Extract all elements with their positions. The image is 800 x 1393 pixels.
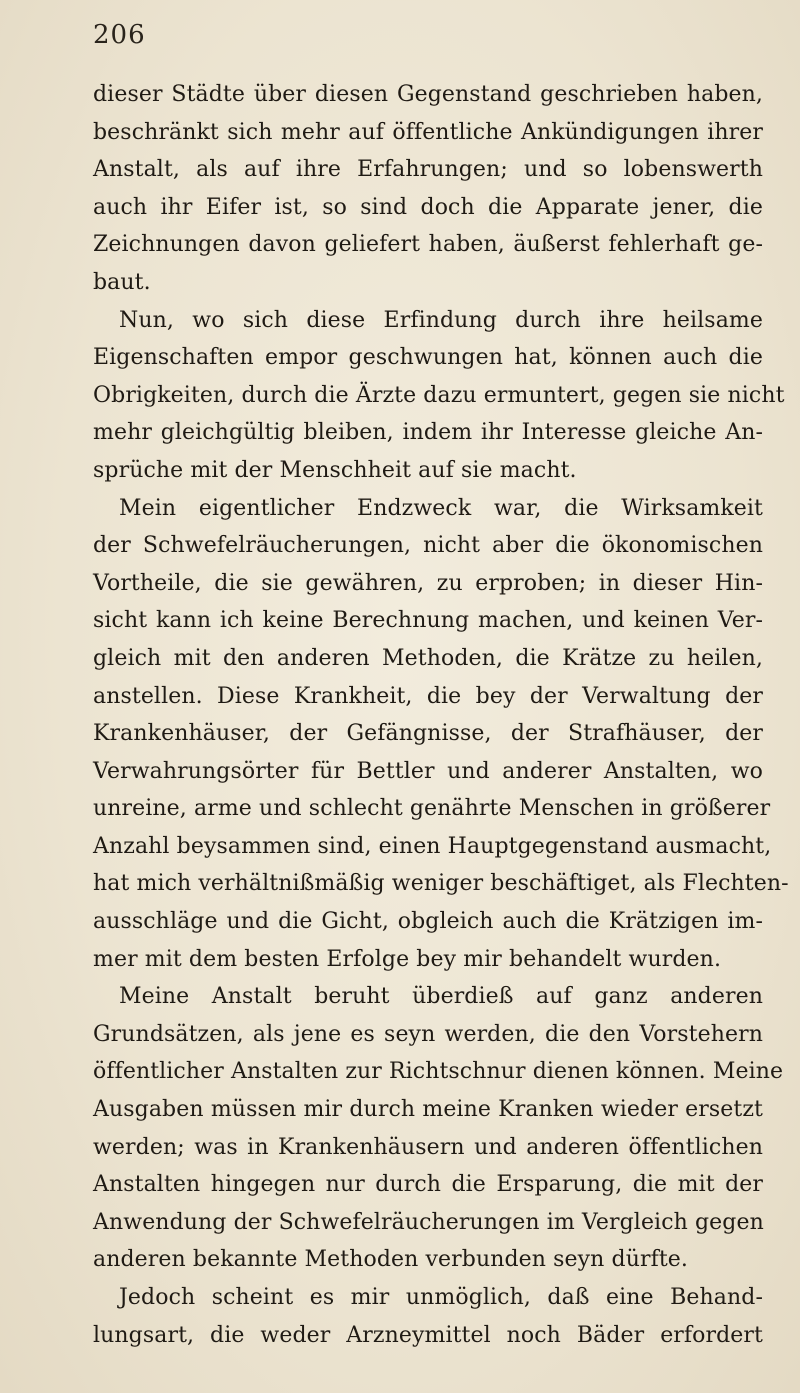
text-line: mer mit dem besten Erfolge bey mir behandelt wurden. (93, 946, 722, 972)
text-line: der Schwefelräucherungen, nicht aber die ökonomischen (93, 533, 763, 559)
text-line: Eigenschaften empor geschwungen hat, können auch die (93, 345, 763, 371)
text-line: sicht kann ich keine Berechnung machen, und keinen Ver- (93, 608, 763, 634)
text-line: Krankenhäuser, der Gefängnisse, der Strafhäuser, der (93, 721, 763, 747)
text-line: Grundsätzen, als jene es seyn werden, die den Vorstehern (93, 1021, 763, 1047)
text-line: Anwendung der Schwefelräucherungen im Vergleich gegen (93, 1209, 764, 1235)
text-line: Meine Anstalt beruht überdieß auf ganz anderen (119, 984, 763, 1010)
text-line: Vortheile, die sie gewähren, zu erproben; in dieser Hin- (93, 570, 763, 596)
text-line: werden; was in Krankenhäusern und anderen öffentlichen (93, 1134, 763, 1160)
page-number: 206 (93, 20, 146, 50)
text-line: öffentlicher Anstalten zur Richtschnur dienen können. Meine (93, 1059, 784, 1085)
text-line: beschränkt sich mehr auf öffentliche Ankündigungen ihrer (93, 119, 763, 145)
text-line: mehr gleichgültig bleiben, indem ihr Interesse gleiche An- (93, 420, 763, 446)
body-text (93, 76, 789, 1354)
text-line: baut. (93, 269, 151, 295)
text-line: Jedoch scheint es mir unmöglich, daß eine Behand- (119, 1285, 763, 1310)
text-line: Mein eigentlicher Endzweck war, die Wirksamkeit (119, 495, 763, 521)
text-line: hat mich verhältnißmäßig weniger beschäftiget, als Flechten- (93, 871, 789, 897)
text-line: Verwahrungsörter für Bettler und anderer Anstalten, wo (93, 758, 763, 784)
text-line: Ausgaben müssen mir durch meine Kranken wieder ersetzt (93, 1097, 763, 1123)
text-line: gleich mit den anderen Methoden, die Krätze zu heilen, (93, 645, 763, 671)
text-line: auch ihr Eifer ist, so sind doch die Apparate jener, die (93, 194, 763, 220)
text-line: Anstalt, als auf ihre Erfahrungen; und so lobenswerth (93, 157, 763, 183)
text-line: Obrigkeiten, durch die Ärzte dazu ermuntert, gegen sie nicht (93, 382, 785, 408)
text-line: dieser Städte über diesen Gegenstand geschrieben haben, (93, 82, 763, 107)
text-line: anderen bekannte Methoden verbunden seyn dürfte. (93, 1247, 689, 1273)
text-line: anstellen. Diese Krankheit, die bey der Verwaltung der (93, 683, 763, 709)
text-line: ausschläge und die Gicht, obgleich auch die Krätzigen im- (93, 909, 763, 935)
text-line: Anzahl beysammen sind, einen Hauptgegenstand ausmacht, (93, 833, 772, 859)
text-line: Nun, wo sich diese Erfindung durch ihre heilsame (119, 307, 763, 333)
text-line: unreine, arme und schlecht genährte Menschen in größerer (93, 796, 771, 822)
text-line: Anstalten hingegen nur durch die Ersparung, die mit der (93, 1172, 763, 1198)
text-line: lungsart, die weder Arzneymittel noch Bäder erfordert (93, 1322, 763, 1348)
text-line: Zeichnungen davon geliefert haben, äußerst fehlerhaft ge- (93, 232, 763, 258)
text-line: sprüche mit der Menschheit auf sie macht. (93, 457, 577, 483)
